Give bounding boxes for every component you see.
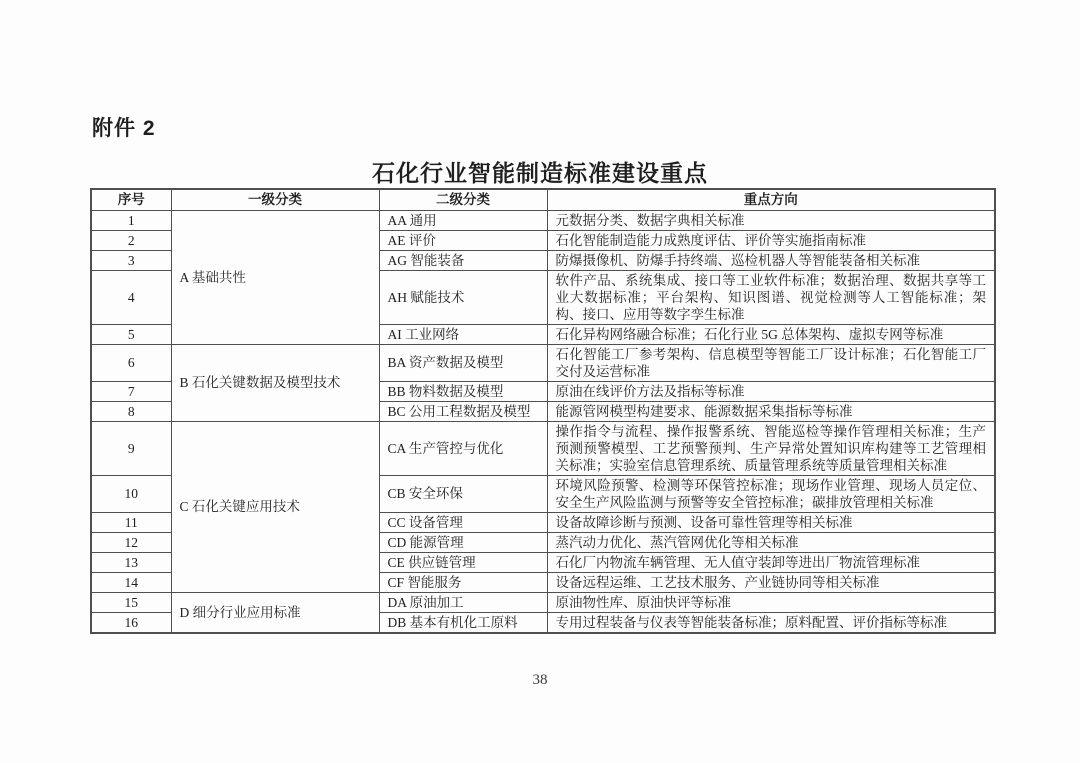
focus-cell: 原油物性库、原油快评等标准 [547, 592, 995, 612]
level2-cell: AI 工业网络 [379, 324, 547, 344]
row-no: 8 [91, 401, 171, 421]
header-level2: 二级分类 [379, 189, 547, 210]
focus-cell: 石化异构网络融合标准；石化行业 5G 总体架构、虚拟专网等标准 [547, 324, 995, 344]
level2-cell: AG 智能装备 [379, 250, 547, 270]
level2-cell: CE 供应链管理 [379, 552, 547, 572]
header-no: 序号 [91, 189, 171, 210]
level2-cell: CF 智能服务 [379, 572, 547, 592]
row-no: 1 [91, 210, 171, 230]
row-no: 6 [91, 344, 171, 381]
focus-cell: 石化智能工厂参考架构、信息模型等智能工厂设计标准；石化智能工厂交付及运营标准 [547, 344, 995, 381]
level2-cell: CD 能源管理 [379, 532, 547, 552]
row-no: 5 [91, 324, 171, 344]
focus-cell: 设备远程运维、工艺技术服务、产业链协同等相关标准 [547, 572, 995, 592]
header-row [91, 189, 995, 210]
focus-cell: 防爆摄像机、防爆手持终端、巡检机器人等智能装备相关标准 [547, 250, 995, 270]
level2-cell: BA 资产数据及模型 [379, 344, 547, 381]
focus-cell: 原油在线评价方法及指标等标准 [547, 381, 995, 401]
focus-cell: 环境风险预警、检测等环保管控标准；现场作业管理、现场人员定位、安全生产风险监测与预警等安全管控标准；碳排放管理相关标准 [547, 475, 995, 512]
group-label-a: A 基础共性 [171, 210, 379, 344]
row-no: 13 [91, 552, 171, 572]
level2-cell: DB 基本有机化工原料 [379, 612, 547, 633]
focus-cell: 设备故障诊断与预测、设备可靠性管理等相关标准 [547, 512, 995, 532]
focus-cell: 操作指令与流程、操作报警系统、智能巡检等操作管理相关标准；生产预测预警模型、工艺预警预判、生产异常处置知识库构建等工艺管理相关标准；实验室信息管理系统、质量管理系统等质量管理相关标准 [547, 421, 995, 475]
table-row [91, 210, 995, 230]
header-level1: 一级分类 [171, 189, 379, 210]
row-no: 14 [91, 572, 171, 592]
row-no: 10 [91, 475, 171, 512]
row-no: 2 [91, 230, 171, 250]
focus-cell: 能源管网模型构建要求、能源数据采集指标等标准 [547, 401, 995, 421]
table-header [91, 189, 995, 210]
level2-cell: CC 设备管理 [379, 512, 547, 532]
table-row [91, 421, 995, 475]
row-no: 4 [91, 270, 171, 324]
level2-cell: AA 通用 [379, 210, 547, 230]
focus-cell: 软件产品、系统集成、接口等工业软件标准；数据治理、数据共享等工业大数据标准；平台架构、知识图谱、视觉检测等人工智能标准；架构、接口、应用等数字孪生标准 [547, 270, 995, 324]
attachment-label: 附件 2 [92, 117, 156, 140]
page-number: 38 [532, 672, 548, 688]
group-label-c: C 石化关键应用技术 [171, 421, 379, 592]
focus-cell: 石化智能制造能力成熟度评估、评价等实施指南标准 [547, 230, 995, 250]
row-no: 15 [91, 592, 171, 612]
row-no: 7 [91, 381, 171, 401]
level2-cell: BB 物料数据及模型 [379, 381, 547, 401]
group-label-d: D 细分行业应用标准 [171, 592, 379, 633]
level2-cell: BC 公用工程数据及模型 [379, 401, 547, 421]
row-no: 16 [91, 612, 171, 633]
focus-cell: 蒸汽动力优化、蒸汽管网优化等相关标准 [547, 532, 995, 552]
header-focus: 重点方向 [547, 189, 995, 210]
group-label-b: B 石化关键数据及模型技术 [171, 344, 379, 421]
row-no: 11 [91, 512, 171, 532]
focus-cell: 石化厂内物流车辆管理、无人值守装卸等进出厂物流管理标准 [547, 552, 995, 572]
table-row [91, 344, 995, 381]
level2-cell: AH 赋能技术 [379, 270, 547, 324]
focus-cell: 元数据分类、数据字典相关标准 [547, 210, 995, 230]
row-no: 3 [91, 250, 171, 270]
level2-cell: CA 生产管控与优化 [379, 421, 547, 475]
page-title: 石化行业智能制造标准建设重点 [372, 161, 708, 186]
standards-table [90, 188, 996, 634]
level2-cell: DA 原油加工 [379, 592, 547, 612]
focus-cell: 专用过程装备与仪表等智能装备标准；原料配置、评价指标等标准 [547, 612, 995, 633]
table-row [91, 592, 995, 612]
row-no: 9 [91, 421, 171, 475]
level2-cell: CB 安全环保 [379, 475, 547, 512]
table-body [91, 210, 995, 633]
level2-cell: AE 评价 [379, 230, 547, 250]
row-no: 12 [91, 532, 171, 552]
